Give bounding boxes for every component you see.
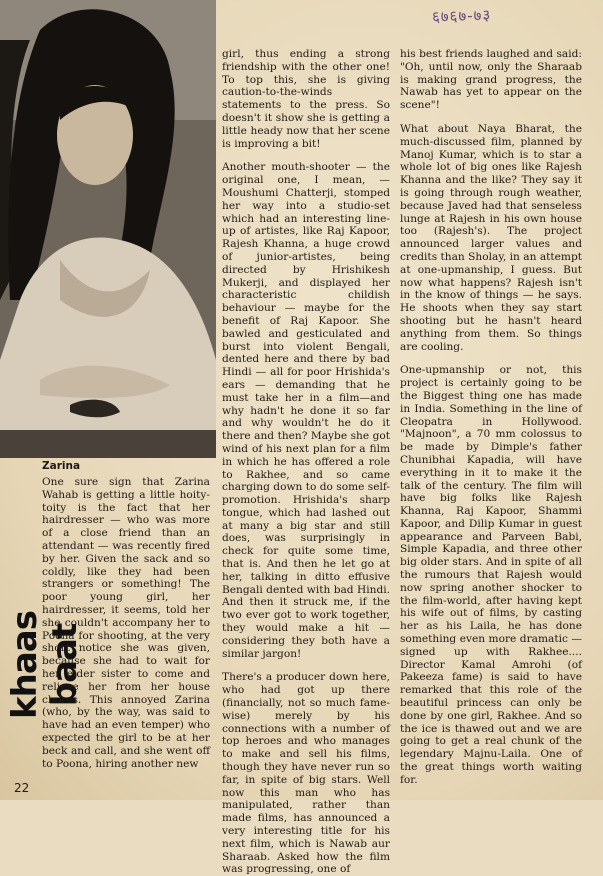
handwritten-note: ६७६७-७३ <box>431 5 492 27</box>
photo-caption: Zarina <box>42 460 81 472</box>
paragraph: There's a producer down here, who had got up there (financially, not so much fame-wise) merely by his connections with a number of top heroes and who manages to make and sell his films, though they have never run so far, in spite of big stars. Well now this man who has manipulated, rather than made films, has announced a very interesting title for his next film, which is Nawab aur Sharaab. Asked how the film was progressing, one of <box>222 671 390 876</box>
paragraph: What about Naya Bharat, the much-discussed film, planned by Manoj Kumar, which is to star a whole lot of big ones like Rajesh Khanna and the like? They say it is going through rough weather, because Javed had that senseless lunge at Rajesh in his own house too (Rajesh's). The project announced larger values and credits than Sholay, in an attempt at one-upmanship, I guess. But now what happens? Rajesh isn't in the know of things — he says. He shoots when they say start shooting but he hasn't heard anything from them. So things are cooling. <box>400 122 582 353</box>
paragraph: One-upmanship or not, this project is certainly going to be the Biggest thing one has made in India. Something in the line of Cleopatra in Hollywood. "Majnoon", a 70 mm colossus to be made by Dimple's father Chunibhai Kapadia, will have everything in it to make it the talk of the century. The film will have big folks like Rajesh Khanna, Raj Kapoor, Shammi Kapoor, and Dilip Kumar in guest appearance and Parveen Babi, Simple Kapadia, and three other big older stars. And in spite of all the rumours that Rajesh would now spring another shocker to the film-world, after having kept his wife out of films, by casting her as his Laila, he has done something even more dramatic — signed up with Rakhee.... Director Kamal Amrohi (of Pakeeza fame) is said to have remarked that this role of the beautiful princess can only be done by one girl, Rakhee. And so the ice is thawed out and we are going to get a real chunk of the legendary Majnu-Laila. One of the great things worth waiting for. <box>400 364 582 786</box>
column-1 <box>42 476 210 770</box>
page-number: 22 <box>14 781 30 795</box>
column-3 <box>400 48 582 787</box>
paragraph: girl, thus ending a strong friendship with the other one! To top this, she is giving caution-to-the-winds statements to the press. So doesn't it show she is getting a little heady now that her scene is improving a bit! <box>222 48 390 150</box>
zarina-photo <box>0 0 216 458</box>
paragraph: his best friends laughed and said: "Oh, until now, only the Sharaab is making grand progress, the Nawab has yet to appear on the scene"! <box>400 48 582 112</box>
column-2 <box>222 48 390 876</box>
paragraph: Another mouth-shooter — the original one, I mean, — Moushumi Chatterji, stomped her way into a studio-set which had an interesting line-up of artistes, like Raj Kapoor, Rajesh Khanna, a huge crowd of junior-artistes, being directed by Hrishikesh Mukerji, and displayed her characteristic childish behaviour — maybe for the benefit of Raj Kapoor. She bawled and gesticulated and burst into violent Bengali, dented here and there by bad Hindi — all for poor Hrishida's ears — demanding that he must take her in a film—and why hadn't he done it so far and why wouldn't he do it there and then? Maybe she got wind of his next plan for a film in which he has offered a role to Rakhee, and so came charging down to do some self-promotion. Hrishida's sharp tongue, which had lashed out at many a big star and still does, was surprisingly in check for quite some time, that is. And then he let go at her, talking in ditto effusive Bengali dented with bad Hindi. And then it struck me, if the two ever got to work together, they would make a hit — considering they both have a similar jargon! <box>222 161 390 660</box>
paragraph: One sure sign that Zarina Wahab is getting a little hoity-toity is the fact that her hairdresser — who was more of a close friend than an attendant — was recently fired by her. Given the sack and so coldly, like they had been strangers or something! The poor young girl, her hairdresser, it seems, told her she couldn't accompany her to Poona for shooting, at the very short notice she was given, because she had to wait for her elder sister to come and relieve her from her house chores. This annoyed Zarina (who, by the way, was said to have had an even temper) who expected the girl to be at her beck and call, and she went off to Poona, hiring another new <box>42 476 210 770</box>
section-title: khaas baat <box>5 611 85 719</box>
